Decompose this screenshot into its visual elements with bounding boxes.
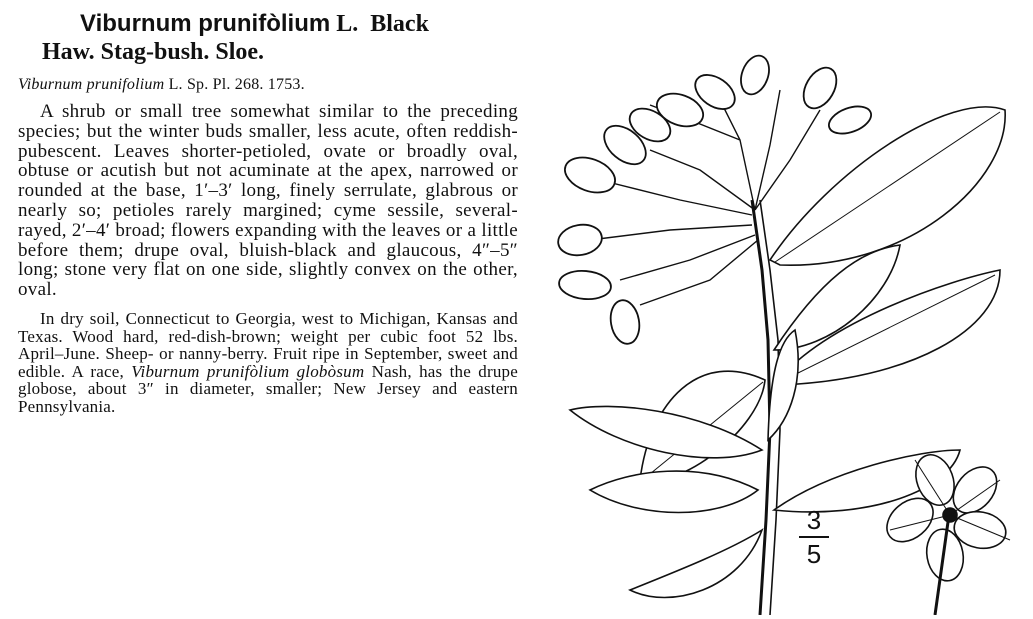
species-authority: L. [336,11,359,37]
species-binomial: Viburnum prunifòlium [80,10,331,37]
drupe [560,151,620,199]
drupe [825,101,875,139]
leaf [768,330,798,440]
leaf [630,530,762,598]
species-heading [18,10,518,66]
race-name: Viburnum prunifòlium globòsum [131,361,365,381]
habitat-paragraph [18,310,518,416]
leaf [590,471,758,512]
scale-bar [799,536,829,538]
drupe [556,221,605,258]
leaves [570,107,1005,598]
citation [18,76,518,94]
drupe [558,269,612,301]
scale-numerator: 3 [806,505,822,535]
botanical-illustration [530,50,1030,615]
cyme-rays [590,90,820,305]
drupe [607,298,642,346]
scale-indicator [797,505,831,569]
description-paragraph: A shrub or small tree somewhat similar to the preceding species; but the winter buds smaller, less acute, often reddish-pubescent. Leaves shorter-petioled, ovate or broadly oval, obtuse or acutish but not acuminate at the apex, narrowed or rounded at the base, 1′–3′ long, finely serrulate, glabrous or nearly so; petioles rarely margined; cyme sessile, several-rayed, 2′–4′ broad; flowers expanding with the leaves or a little before them; drupe oval, bluish-black and glaucous, 4″–5″ long; stone very flat on one side, slightly convex on the other, oval. [18,101,518,301]
heading-line-1 [18,10,518,38]
habitat-text-2: Nash, has the drupe globose, about 3″ in diameter, smaller; New Jersey and eastern Pennsylvania. [18,361,518,416]
common-name-black: Black [370,11,429,37]
scale-denominator: 5 [806,539,822,569]
drupe [736,52,774,98]
habitat-text-1: In dry soil, Connecticut to Georgia, west to Michigan, Kansas and Texas. Wood hard, red-dish-brown; weight per cubic foot 52 lbs. April–June. Sheep- or nanny-berry. Fruit ripe in September, sweet and edible. A race, [18,308,518,381]
citation-name: Viburnum prunifolium [18,76,165,93]
common-names: Haw. Stag-bush. Sloe. [42,39,265,65]
drupe [797,62,843,114]
text-column [18,10,518,416]
citation-reference: L. Sp. Pl. 268. 1753. [168,76,305,93]
